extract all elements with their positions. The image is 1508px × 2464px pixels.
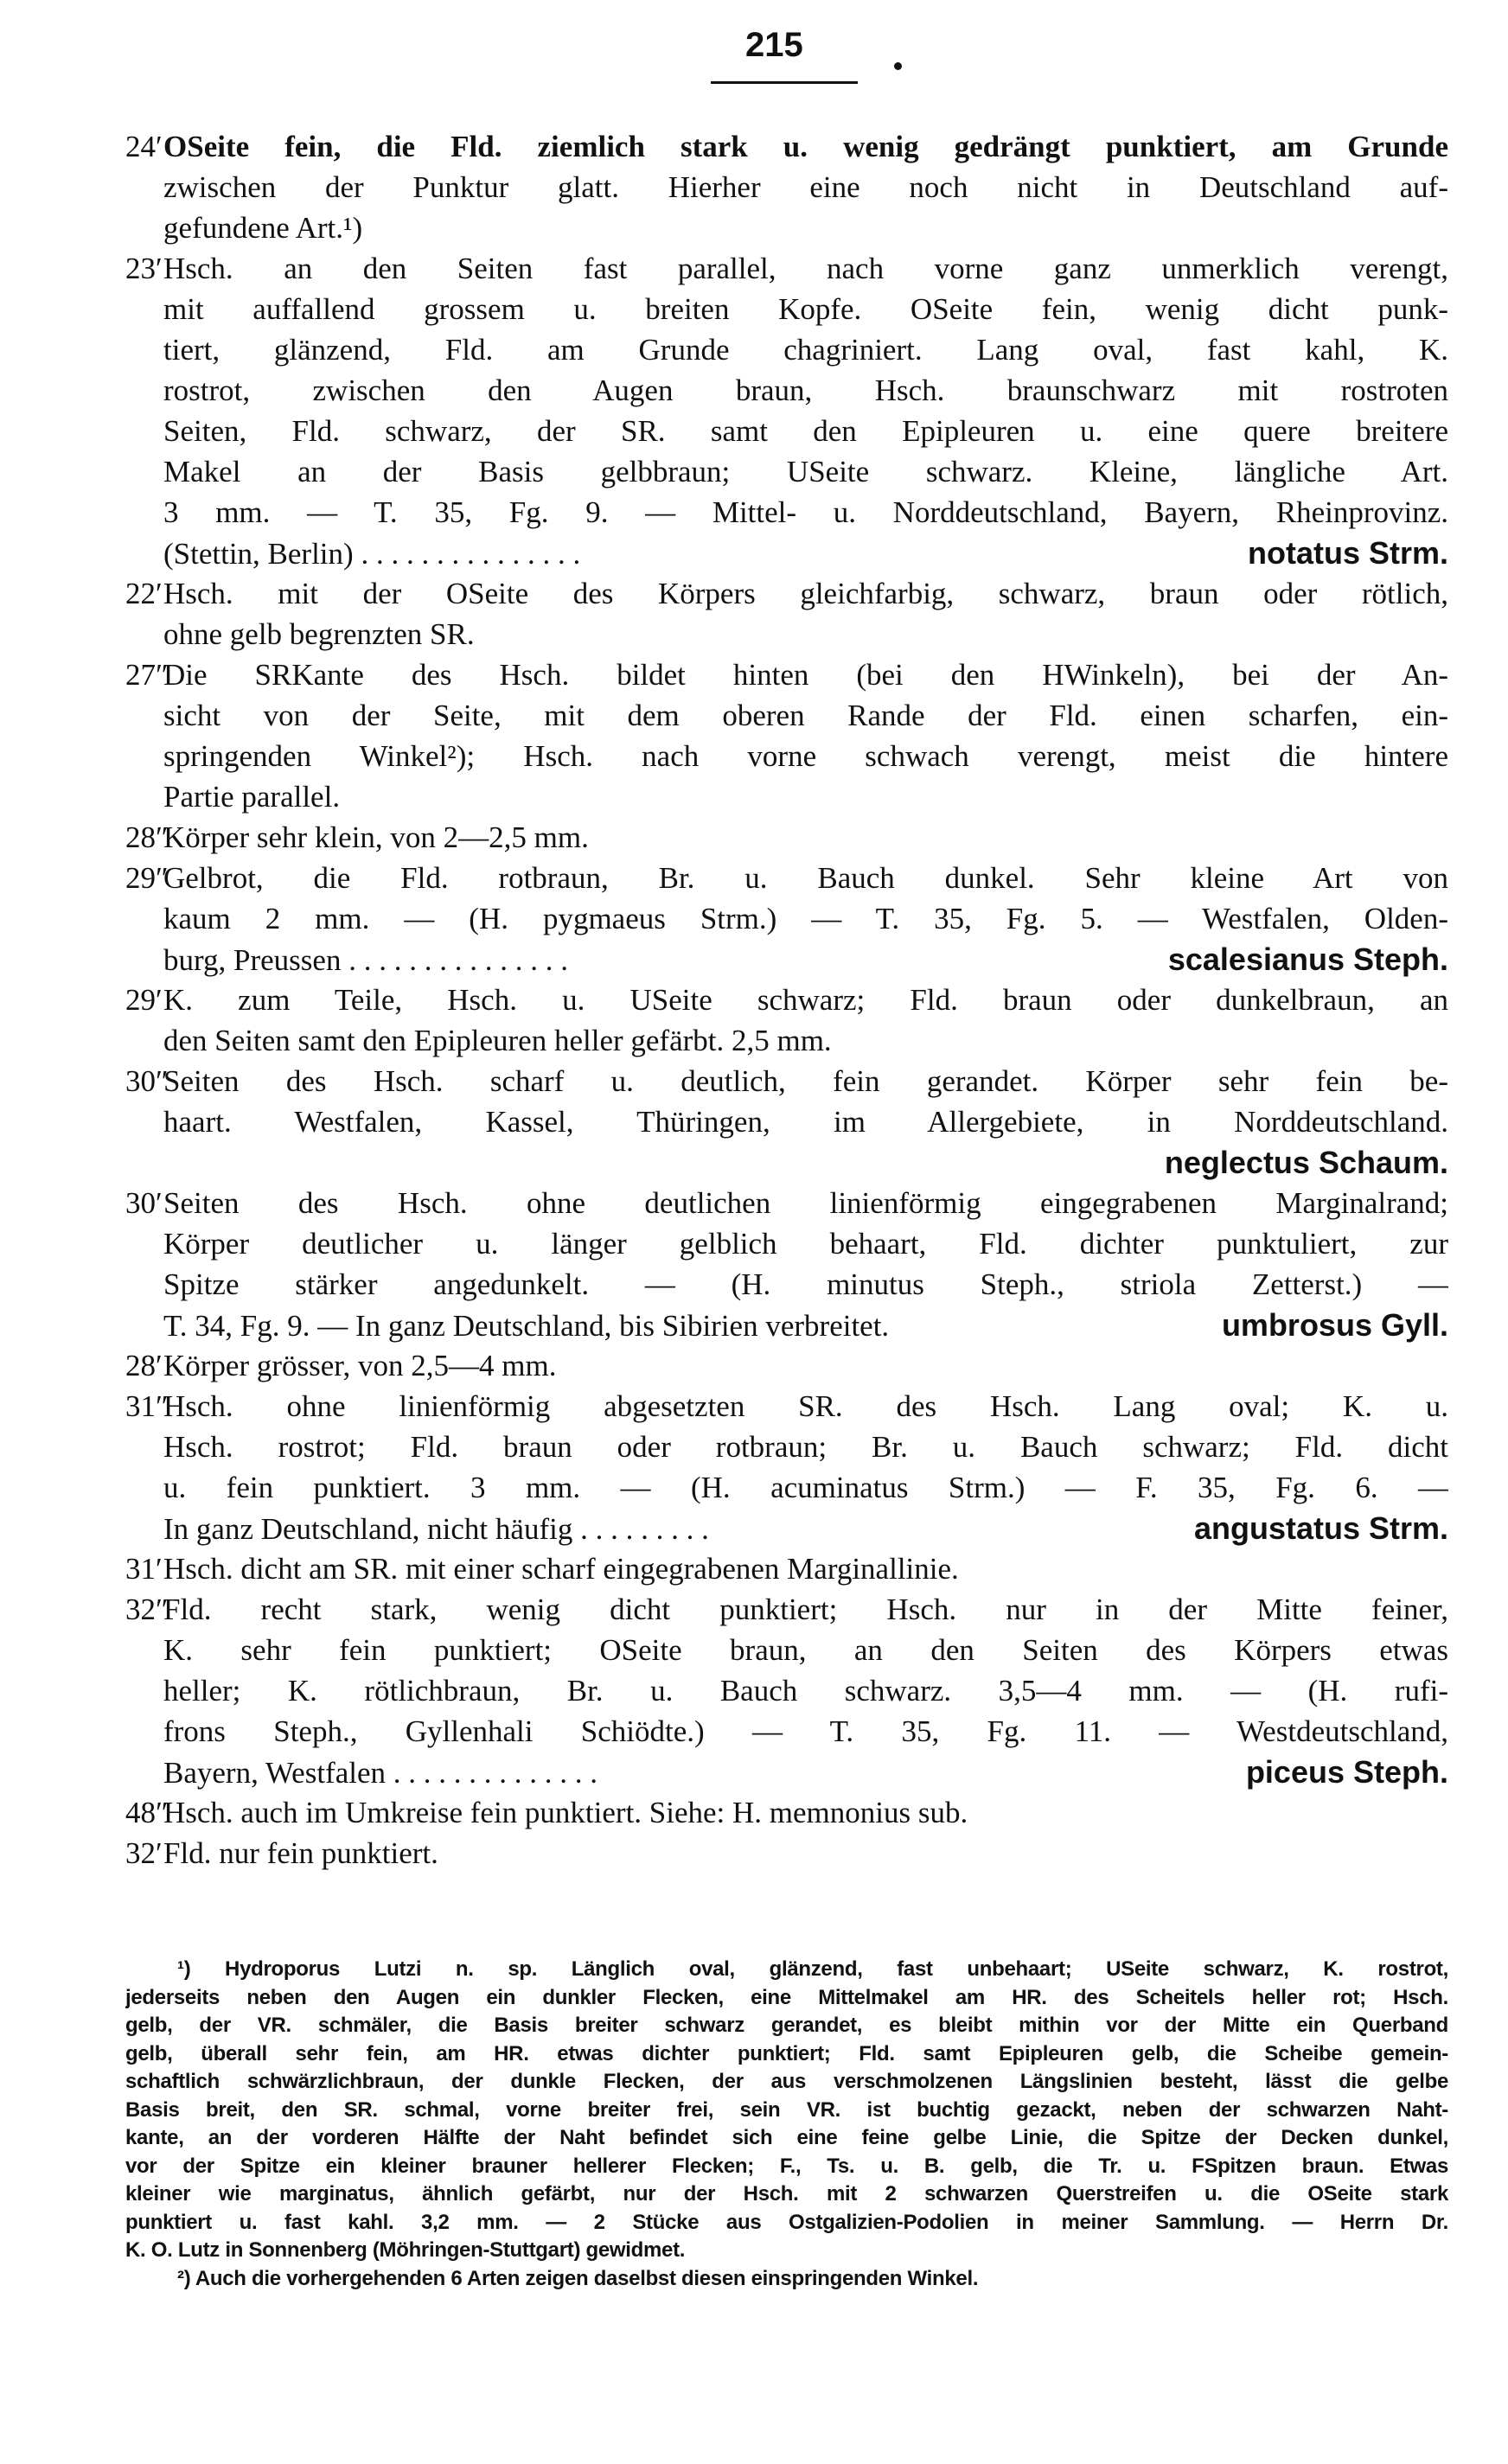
line-text: tiert, glänzend, Fld. am Grunde chagriniert. Lang oval, fast kahl, K. bbox=[163, 333, 1448, 367]
line-text: Hsch. ohne linienförmig abgesetzten SR. des Hsch. Lang oval; K. u. bbox=[163, 1389, 1448, 1423]
key-text bbox=[125, 126, 1448, 1874]
footnote-line: Basis breit, den SR. schmal, vorne breiter frei, sein VR. ist buchtig gezackt, neben der schwarzen Naht- bbox=[125, 2097, 1448, 2122]
line-text: Spitze stärker angedunkelt. — (H. minutus Steph., striola Zetterst.) — bbox=[163, 1267, 1448, 1301]
text-line bbox=[125, 1427, 1448, 1467]
text-line bbox=[125, 411, 1448, 451]
line-text: rostrot, zwischen den Augen braun, Hsch. braunschwarz mit rostroten bbox=[163, 373, 1448, 407]
text-line bbox=[125, 492, 1448, 533]
line-text: Bayern, Westfalen . . . . . . . . . . . . . . bbox=[163, 1756, 597, 1790]
couplet-number: 31′ bbox=[125, 1552, 163, 1586]
line-text: u. fein punktiert. 3 mm. — (H. acuminatus Strm.) — F. 35, Fg. 6. — bbox=[163, 1471, 1448, 1504]
line-text: OSeite fein, die Fld. ziemlich stark u. wenig gedrängt punktiert, am Grunde bbox=[163, 130, 1448, 163]
footnote-line: ²) Auch die vorhergehenden 6 Arten zeigen daselbst diesen einspringenden Winkel. bbox=[177, 2266, 979, 2290]
line-text: gefundene Art.¹) bbox=[163, 211, 363, 245]
text-line bbox=[125, 1223, 1448, 1264]
couplet-number: 28′ bbox=[125, 1349, 163, 1382]
text-line bbox=[125, 939, 1448, 980]
line-text: Seiten des Hsch. scharf u. deutlich, fein gerandet. Körper sehr fein be- bbox=[163, 1064, 1448, 1098]
line-text: sicht von der Seite, mit dem oberen Rande der Fld. einen scharfen, ein- bbox=[163, 699, 1448, 732]
line-text: den Seiten samt den Epipleuren heller gefärbt. 2,5 mm. bbox=[163, 1024, 832, 1057]
line-text: heller; K. rötlichbraun, Br. u. Bauch schwarz. 3,5—4 mm. — (H. rufi- bbox=[163, 1674, 1448, 1708]
text-line bbox=[125, 533, 1448, 573]
line-text: Hsch. dicht am SR. mit einer scharf eingegrabenen Marginallinie. bbox=[163, 1552, 959, 1586]
text-line bbox=[125, 858, 1448, 898]
couplet-number: 29″ bbox=[125, 861, 169, 895]
line-text: Hsch. rostrot; Fld. braun oder rotbraun; Br. u. Bauch schwarz; Fld. dicht bbox=[163, 1430, 1448, 1464]
text-line bbox=[125, 654, 1448, 695]
header-dot bbox=[894, 62, 902, 70]
text-line bbox=[125, 329, 1448, 370]
line-text: T. 34, Fg. 9. — In ganz Deutschland, bis Sibirien verbreitet. bbox=[163, 1309, 890, 1343]
text-line bbox=[125, 1711, 1448, 1752]
line-text: zwischen der Punktur glatt. Hierher eine noch nicht in Deutschland auf- bbox=[163, 170, 1448, 204]
couplet-number: 24′ bbox=[125, 130, 163, 163]
footnote-line: gelb, überall sehr fein, am HR. etwas dichter punktiert; Fld. samt Epipleuren gelb, die Scheibe gemein- bbox=[125, 2041, 1448, 2065]
page-number: 215 bbox=[745, 26, 803, 64]
line-text: springenden Winkel²); Hsch. nach vorne schwach verengt, meist die hintere bbox=[163, 739, 1448, 773]
line-text: Seiten des Hsch. ohne deutlichen linienförmig eingegrabenen Marginalrand; bbox=[163, 1186, 1448, 1220]
footnote-line: punktiert u. fast kahl. 3,2 mm. — 2 Stücke aus Ostgalizien-Podolien in meiner Sammlung. — Herrn Dr. bbox=[125, 2210, 1448, 2234]
line-text: frons Steph., Gyllenhali Schiödte.) — T. 35, Fg. 11. — Westdeutschland, bbox=[163, 1714, 1448, 1748]
line-text: Hsch. mit der OSeite des Körpers gleichfarbig, schwarz, braun oder rötlich, bbox=[163, 577, 1448, 610]
couplet-number: 32″ bbox=[125, 1593, 169, 1626]
line-text: Die SRKante des Hsch. bildet hinten (bei den HWinkeln), bei der An- bbox=[163, 658, 1448, 692]
line-text: Seiten, Fld. schwarz, der SR. samt den Epipleuren u. eine quere breitere bbox=[163, 414, 1448, 448]
species-name: piceus Steph. bbox=[1245, 1754, 1448, 1790]
text-line bbox=[125, 126, 1448, 167]
line-text: Fld. nur fein punktiert. bbox=[163, 1836, 438, 1870]
text-line bbox=[125, 451, 1448, 492]
text-line bbox=[125, 1508, 1448, 1548]
line-text: Körper sehr klein, von 2—2,5 mm. bbox=[163, 820, 589, 854]
species-name: notatus Strm. bbox=[1247, 535, 1448, 571]
text-line bbox=[125, 289, 1448, 329]
text-line bbox=[125, 1589, 1448, 1630]
line-text: haart. Westfalen, Kassel, Thüringen, im Allergebiete, in Norddeutschland. bbox=[163, 1105, 1448, 1139]
species-name: neglectus Schaum. bbox=[1164, 1145, 1448, 1180]
line-text: Partie parallel. bbox=[163, 780, 341, 814]
text-line bbox=[125, 1020, 1448, 1061]
line-text: Makel an der Basis gelbbraun; USeite schwarz. Kleine, längliche Art. bbox=[163, 455, 1448, 488]
line-text: Hsch. an den Seiten fast parallel, nach vorne ganz unmerklich verengt, bbox=[163, 252, 1448, 285]
line-text: kaum 2 mm. — (H. pygmaeus Strm.) — T. 35, Fg. 5. — Westfalen, Olden- bbox=[163, 902, 1448, 935]
line-text: Fld. recht stark, wenig dicht punktiert; Hsch. nur in der Mitte feiner, bbox=[163, 1593, 1448, 1626]
footnote-line: ¹) Hydroporus Lutzi n. sp. Länglich oval, glänzend, fast unbehaart; USeite schwarz, K. rostrot, bbox=[177, 1957, 1448, 1981]
footnote-line: K. O. Lutz in Sonnenberg (Möhringen-Stuttgart) gewidmet. bbox=[125, 2238, 686, 2262]
text-line bbox=[125, 248, 1448, 289]
line-text: (Stettin, Berlin) . . . . . . . . . . . . . . . bbox=[163, 537, 581, 571]
footnotes bbox=[125, 1956, 1448, 2293]
couplet-number: 23′ bbox=[125, 252, 163, 285]
line-text: burg, Preussen . . . . . . . . . . . . . . . bbox=[163, 943, 568, 977]
line-text: Körper grösser, von 2,5—4 mm. bbox=[163, 1349, 557, 1382]
footnote-line: kante, an der vorderen Hälfte der Naht befindet sich eine feine gelbe Linie, die Spitze der Decken dunkel, bbox=[125, 2126, 1448, 2149]
text-line bbox=[125, 1264, 1448, 1305]
couplet-number: 22′ bbox=[125, 577, 163, 610]
text-line bbox=[125, 370, 1448, 411]
text-line bbox=[125, 1142, 1448, 1183]
couplet-number: 29′ bbox=[125, 983, 163, 1017]
text-line bbox=[125, 207, 1448, 248]
couplet-number: 32′ bbox=[125, 1836, 163, 1870]
text-line bbox=[125, 1630, 1448, 1670]
text-line bbox=[125, 1792, 1448, 1833]
text-line bbox=[125, 736, 1448, 776]
text-line bbox=[125, 1548, 1448, 1589]
text-line bbox=[125, 167, 1448, 207]
footnote-line: schaftlich schwärzlichbraun, der dunkle Flecken, der aus verschmolzenen Längslinien besteht, lässt die gelbe bbox=[125, 2070, 1448, 2093]
text-line bbox=[125, 980, 1448, 1020]
couplet-number: 30″ bbox=[125, 1064, 169, 1098]
text-line bbox=[125, 1305, 1448, 1345]
line-text: ohne gelb begrenzten SR. bbox=[163, 617, 475, 651]
species-name: umbrosus Gyll. bbox=[1221, 1307, 1448, 1343]
couplet-number: 30′ bbox=[125, 1186, 163, 1220]
couplet-number: 48″ bbox=[125, 1796, 169, 1829]
couplet-number: 27″ bbox=[125, 658, 169, 692]
footnote-line: jederseits neben den Augen ein dunkler Flecken, eine Mittelmakel am HR. des Scheitels heller rot; Hsch. bbox=[125, 1985, 1448, 2009]
line-text: Körper deutlicher u. länger gelblich behaart, Fld. dichter punktuliert, zur bbox=[163, 1227, 1448, 1261]
line-text: Gelbrot, die Fld. rotbraun, Br. u. Bauch dunkel. Sehr kleine Art von bbox=[163, 861, 1448, 895]
species-name: angustatus Strm. bbox=[1193, 1510, 1448, 1546]
text-line bbox=[125, 1386, 1448, 1427]
footnote-line: gelb, der VR. schmäler, die Basis breiter schwarz gerandet, es bleibt mithin vor der Mitte ein Querband bbox=[125, 2014, 1448, 2037]
footnote-line: kleiner wie marginatus, ähnlich gefärbt, nur der Hsch. mit 2 schwarzen Querstreifen u. die OSeite stark bbox=[125, 2182, 1448, 2205]
line-text: mit auffallend grossem u. breiten Kopfe. OSeite fein, wenig dicht punk- bbox=[163, 292, 1448, 326]
text-line bbox=[125, 1833, 1448, 1874]
header-rule bbox=[711, 81, 858, 84]
line-text: K. zum Teile, Hsch. u. USeite schwarz; Fld. braun oder dunkelbraun, an bbox=[163, 983, 1448, 1017]
text-line bbox=[125, 614, 1448, 654]
line-text: 3 mm. — T. 35, Fg. 9. — Mittel- u. Norddeutschland, Bayern, Rheinprovinz. bbox=[163, 495, 1448, 529]
line-text: Hsch. auch im Umkreise fein punktiert. Siehe: H. memnonius sub. bbox=[163, 1796, 968, 1829]
couplet-number: 28″ bbox=[125, 820, 169, 854]
line-text: In ganz Deutschland, nicht häufig . . . . . . . . . bbox=[163, 1512, 709, 1546]
text-line bbox=[125, 1752, 1448, 1792]
text-line bbox=[125, 1183, 1448, 1223]
text-line bbox=[125, 1101, 1448, 1142]
text-line bbox=[125, 1345, 1448, 1386]
text-line bbox=[125, 817, 1448, 858]
footnote-line: vor der Spitze ein kleiner brauner hellerer Flecken; F., Ts. u. B. gelb, die Tr. u. FSpitzen braun. Etwas bbox=[125, 2154, 1448, 2178]
species-name: scalesianus Steph. bbox=[1167, 942, 1448, 977]
text-line bbox=[125, 573, 1448, 614]
text-line bbox=[125, 898, 1448, 939]
text-line bbox=[125, 1670, 1448, 1711]
text-line bbox=[125, 1467, 1448, 1508]
couplet-number: 31″ bbox=[125, 1389, 169, 1423]
text-line bbox=[125, 1061, 1448, 1101]
line-text: K. sehr fein punktiert; OSeite braun, an den Seiten des Körpers etwas bbox=[163, 1633, 1448, 1667]
text-line bbox=[125, 776, 1448, 817]
text-line bbox=[125, 695, 1448, 736]
